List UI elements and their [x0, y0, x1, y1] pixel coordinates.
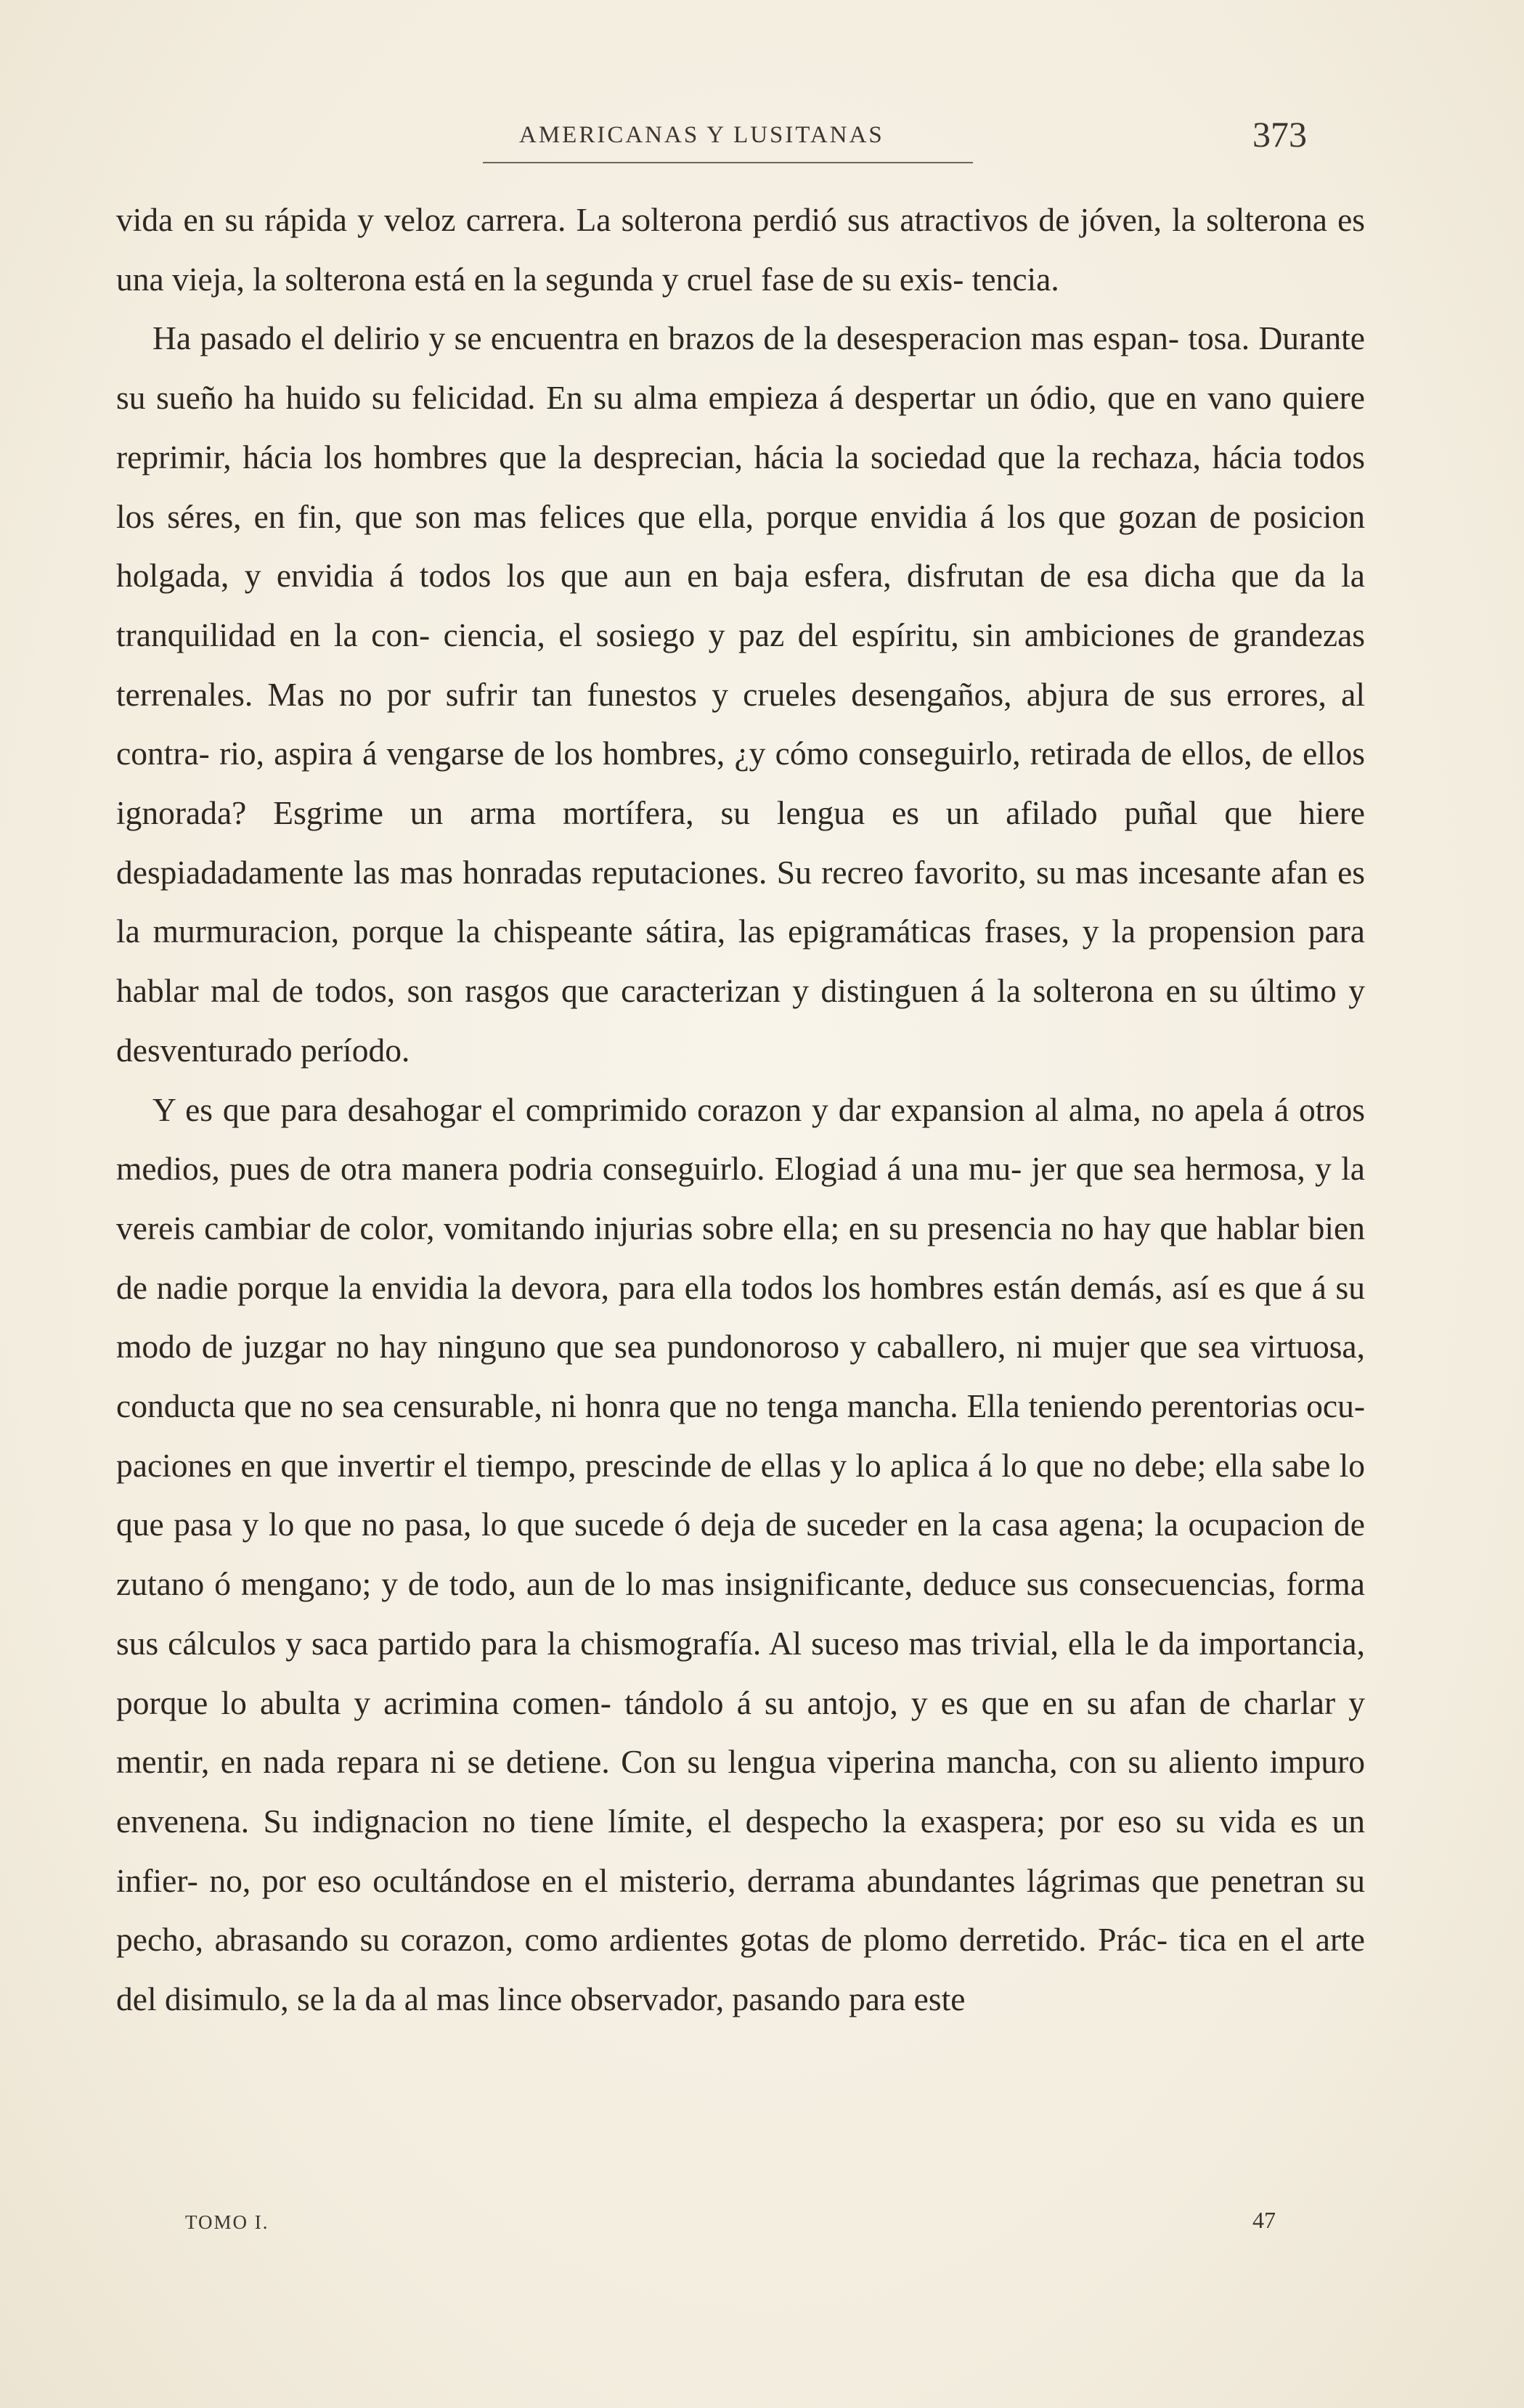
paragraph: Y es que para desahogar el comprimido corazon y dar expansion al alma, no apela á otros medios, pues de otra manera podria conseguirlo. Elogiad á una mu- jer que sea hermosa, y la vereis cambiar de color, vomitando injurias sobre ella; en su presencia no hay que hablar bien de nadie porque la envidia la devora, para ella todos los hombres están demás, así es que á su modo de juzgar no hay ninguno que sea pundonoroso y caballero, ni mujer que sea virtuosa, conducta que no sea censurable, ni honra que no tenga mancha. Ella teniendo perentorias ocu- paciones en que invertir el tiempo, prescinde de ellas y lo aplica á lo que no debe; ella sabe lo que pasa y lo que no pasa, lo que sucede ó deja de suceder en la casa agena; la ocupacion de zutano ó mengano; y de todo, aun de lo mas insignificante, deduce sus consecuencias, forma sus cálculos y saca partido para la chismografía. Al suceso mas trivial, ella le da importancia, porque lo abulta y acrimina comen- tándolo á su antojo, y es que en su afan de charlar y mentir, en nada repara ni se detiene. Con su lengua viperina mancha, con su aliento impuro envenena. Su indignacion no tiene límite, el despecho la exaspera; por eso su vida es un infier- no, por eso ocultándose en el misterio, derrama abundantes lágrimas que penetran su pecho, abrasando su corazon, como ardientes gotas de plomo derretido. Prác- tica en el arte del disimulo, se la da al mas lince observador, pasando para este	[116, 1090, 1365, 2018]
body-text	[116, 190, 1365, 2029]
paragraph-continued: vida en su rápida y veloz carrera. La solterona perdió sus atractivos de jóven, la solterona es una vieja, la solterona está en la segunda y cruel fase de su exis- tencia.	[116, 201, 1365, 298]
page-number: 373	[1252, 114, 1307, 155]
running-title: AMERICANAS Y LUSITANAS	[519, 122, 884, 148]
paragraph: Ha pasado el delirio y se encuentra en brazos de la desesperacion mas espan- tosa. Durante su sueño ha huido su felicidad. En su alma empieza á despertar un ódio, que en vano quiere reprimir, hácia los hombres que la desprecian, hácia la sociedad que la rechaza, hácia todos los séres, en fin, que son mas felices que ella, porque envidia á los que gozan de posicion holgada, y envidia á todos los que aun en baja esfera, disfrutan de esa dicha que da la tranquilidad en la con- ciencia, el sosiego y paz del espíritu, sin ambiciones de grandezas terrenales. Mas no por sufrir tan funestos y crueles desengaños, abjura de sus errores, al contra- rio, aspira á vengarse de los hombres, ¿y cómo conseguirlo, retirada de ellos, de ellos ignorada? Esgrime un arma mortífera, su lengua es un afilado puñal que hiere despiadadamente las mas honradas reputaciones. Su recreo favorito, su mas incesante afan es la murmuracion, porque la chispeante sátira, las epigramáticas frases, y la propension para hablar mal de todos, son rasgos que caracterizan y distinguen á la solterona en su último y desventurado período.	[116, 319, 1365, 1069]
running-head	[436, 109, 1307, 167]
header-rule	[483, 162, 973, 163]
signature-mark: 47	[1252, 2207, 1276, 2233]
volume-label: TOMO I.	[185, 2211, 269, 2233]
